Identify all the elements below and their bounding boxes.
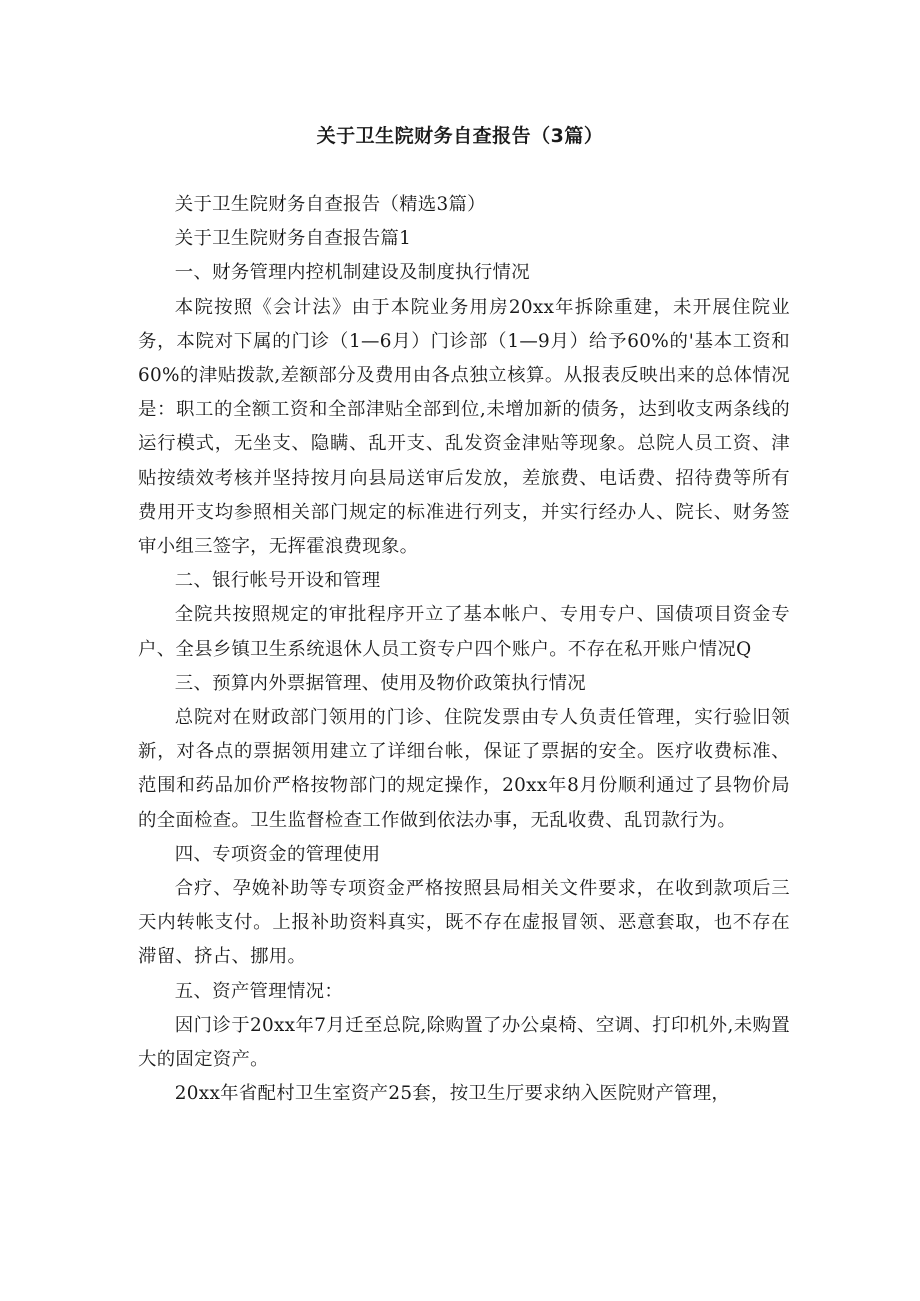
section-heading-4: 四、专项资金的管理使用 xyxy=(174,843,381,865)
document-body xyxy=(138,188,790,1111)
paragraph-part-heading: 关于卫生院财务自查报告篇1 xyxy=(174,228,412,250)
section-heading-1: 一、财务管理内控机制建设及制度执行情况 xyxy=(174,262,530,284)
document-title: 关于卫生院财务自查报告（3篇） xyxy=(316,125,604,147)
section-heading-2: 二、银行帐号开设和管理 xyxy=(174,570,381,592)
paragraph-subtitle: 关于卫生院财务自查报告（精选3篇） xyxy=(174,194,486,215)
paragraph-section-2: 全院共按照规定的审批程序开立了基本帐户、专用专户、国债项目资金专户、全县乡镇卫生系统退休人员工资专户四个账户。不存在私开账户情况Q xyxy=(138,604,790,660)
paragraph-section-5a: 因门诊于20xx年7月迁至总院,除购置了办公桌椅、空调、打印机外,未购置大的固定资产。 xyxy=(138,1014,790,1071)
paragraph-section-1: 本院按照《会计法》由于本院业务用房20xx年拆除重建，未开展住院业务，本院对下属的门诊（1—6月）门诊部（1—9月）给予60%的'基本工资和60%的津贴拨款,差额部分及费用由各点独立核算。从报表反映出来的总体情况是：职工的全额工资和全部津贴全部到位,未增加新的债务，达到收支两条线的运行模式，无坐支、隐瞒、乱开支、乱发资金津贴等现象。总院人员工资、津贴按绩效考核并坚持按月向县局送审后发放，差旅费、电话费、招待费等所有费用开支均参照相关部门规定的标准进行列支，并实行经办人、院长、财务签审小组三签字，无挥霍浪费现象。 xyxy=(138,296,790,558)
paragraph-section-3: 总院对在财政部门领用的门诊、住院发票由专人负责任管理，实行验旧领新，对各点的票据领用建立了详细台帐，保证了票据的安全。医疗收费标准、范围和药品加价严格按物部门的规定操作，20xx年8月份顺利通过了县物价局的全面检查。卫生监督检查工作做到依法办事，无乱收费、乱罚款行为。 xyxy=(138,707,790,831)
section-heading-3: 三、预算内外票据管理、使用及物价政策执行情况 xyxy=(174,672,586,694)
paragraph-section-4: 合疗、孕娩补助等专项资金严格按照县局相关文件要求，在收到款项后三天内转帐支付。上报补助资料真实，既不存在虚报冒领、恶意套取，也不存在滞留、挤占、挪用。 xyxy=(138,878,790,968)
section-heading-5: 五、资产管理情况： xyxy=(174,980,344,1002)
paragraph-section-5b: 20xx年省配村卫生室资产25套，按卫生厅要求纳入医院财产管理， xyxy=(174,1083,731,1105)
